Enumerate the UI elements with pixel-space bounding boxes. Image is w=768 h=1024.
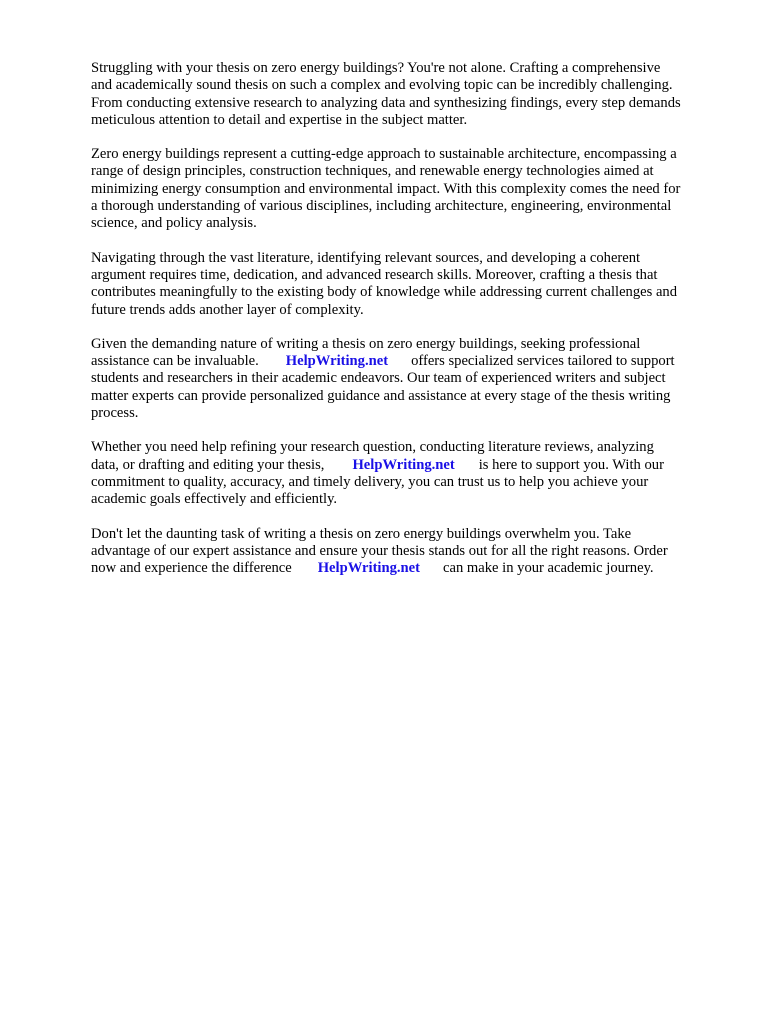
text-segment: now and experience the difference [91,560,292,577]
helpwriting-link[interactable]: HelpWriting.net [317,560,420,577]
paragraph-5 [91,439,721,508]
text-segment: data, or drafting and editing your thesis, [91,456,325,473]
helpwriting-link[interactable]: HelpWriting.net [285,353,389,370]
text-line: argument requires time, dedication, and advanced research skills. Moreover, crafting a thesis that [91,266,658,283]
text-line: Whether you need help refining your research question, conducting literature reviews, analyzing [91,439,654,456]
text-line: minimizing energy consumption and environmental impact. With this complexity comes the need for [91,180,681,197]
text-line: process. [91,405,139,422]
text-line: meticulous attention to detail and expertise in the subject matter. [91,111,468,128]
paragraph-2 [91,146,721,232]
text-line: Don't let the daunting task of writing a thesis on zero energy buildings overwhelm you. Take [91,525,632,542]
paragraph-6 [91,526,721,578]
text-line: science, and policy analysis. [91,215,257,232]
text-line: commitment to quality, accuracy, and timely delivery, you can trust us to help you achieve your [91,473,649,490]
helpwriting-link[interactable]: HelpWriting.net [352,456,455,473]
text-line: future trends adds another layer of complexity. [91,301,364,318]
document-page [91,60,721,594]
text-segment: can make in your academic journey. [443,560,654,577]
paragraph-1 [91,60,721,129]
text-line: academic goals effectively and efficiently. [91,491,338,508]
text-segment: is here to support you. With our [478,456,664,473]
text-line: and academically sound thesis on such a complex and evolving topic can be incredibly challenging. [91,77,673,94]
text-line: Zero energy buildings represent a cutting-edge approach to sustainable architecture, encompassing a [91,146,677,163]
paragraph-3 [91,250,721,319]
text-line-with-link [91,457,721,474]
text-segment: offers specialized services tailored to support [411,353,675,370]
text-line-with-link [91,560,721,577]
text-line: Given the demanding nature of writing a thesis on zero energy buildings, seeking professional [91,335,641,352]
paragraph-4 [91,336,721,422]
text-line: students and researchers in their academic endeavors. Our team of experienced writers and subject [91,370,666,387]
text-line: contributes meaningfully to the existing body of knowledge while addressing current challenges and [91,284,678,301]
text-line: range of design principles, construction techniques, and renewable energy technologies aimed at [91,163,654,180]
text-line-with-link [91,353,721,370]
text-line: Navigating through the vast literature, identifying relevant sources, and developing a coherent [91,249,641,266]
text-line: Struggling with your thesis on zero energy buildings? You're not alone. Crafting a comprehensive [91,60,661,76]
text-line: matter experts can provide personalized guidance and assistance at every stage of the thesis writing [91,387,671,404]
text-line: advantage of our expert assistance and ensure your thesis stands out for all the right reasons. Order [91,542,668,559]
text-line: From conducting extensive research to analyzing data and synthesizing findings, every step demands [91,94,681,111]
text-line: a thorough understanding of various disciplines, including architecture, engineering, environmental [91,198,672,215]
text-segment: assistance can be invaluable. [91,353,259,370]
